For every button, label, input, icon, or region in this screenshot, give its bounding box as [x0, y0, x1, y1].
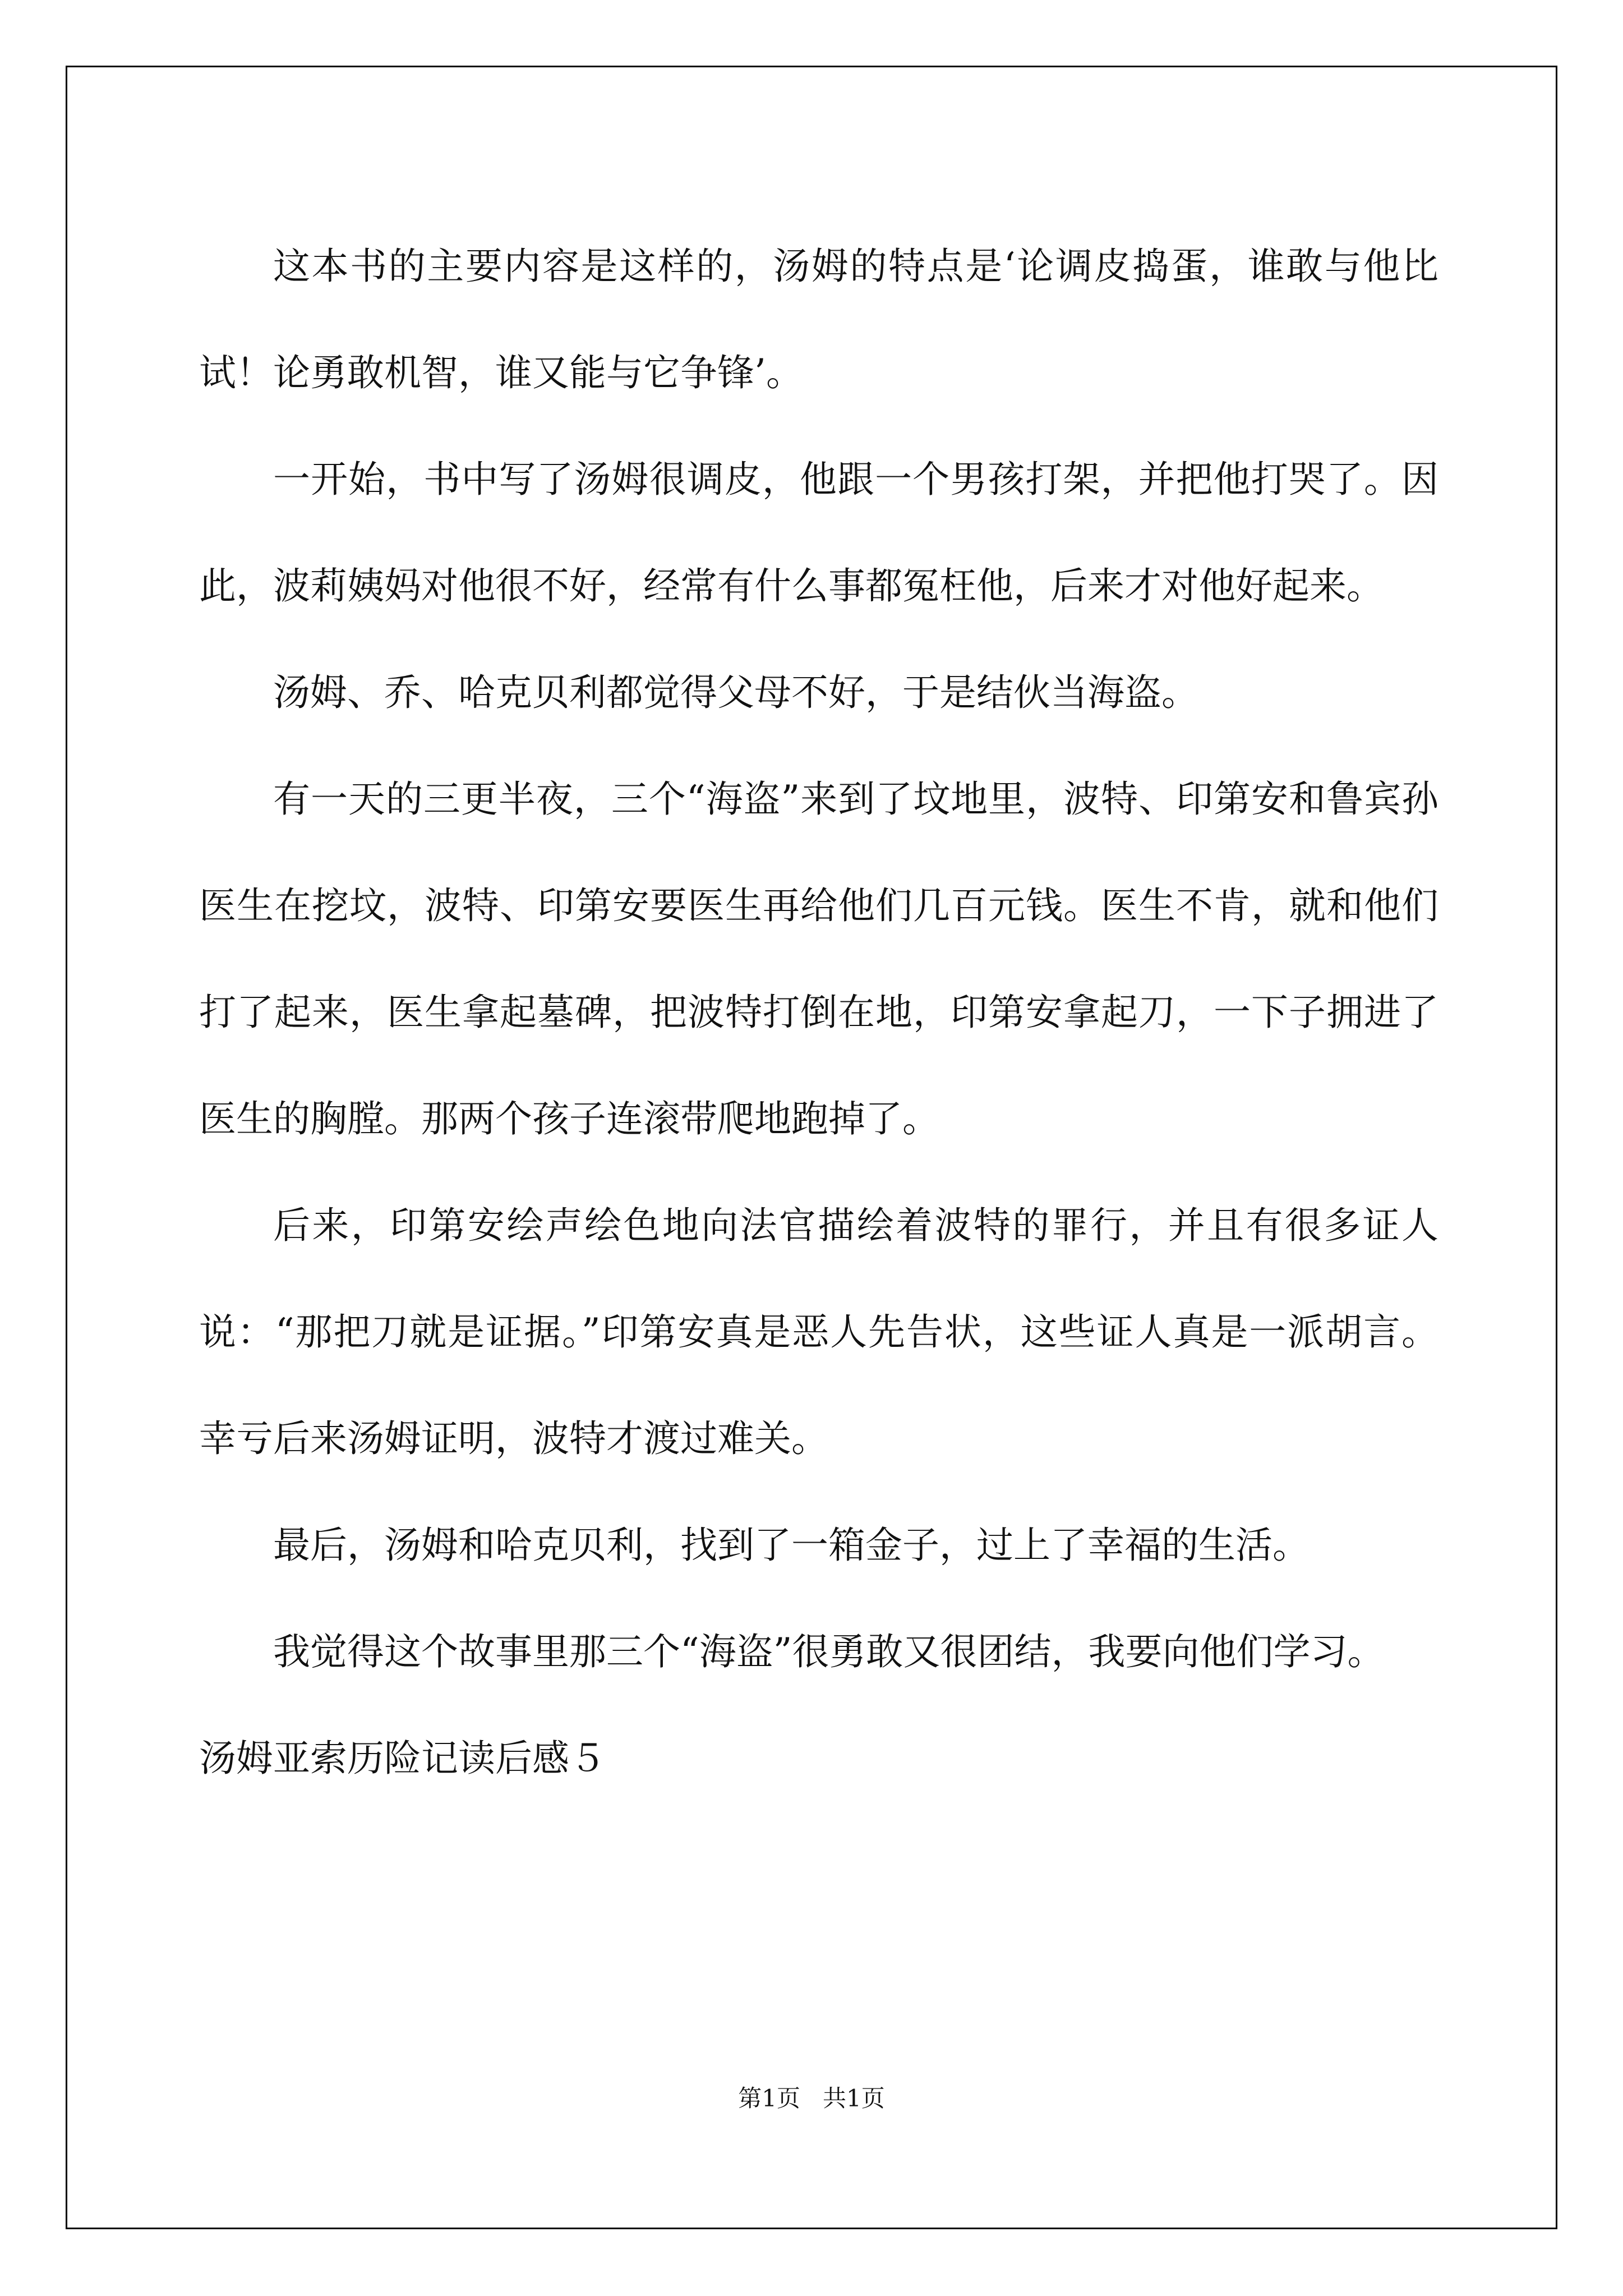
document-body [199, 213, 1438, 1812]
paragraph: 后来，印第安绘声绘色地向法官描绘着波特的罪行，并且有很多证人说：“那把刀就是证据。”印第安真是恶人先告状，这些证人真是一派胡言。幸亏后来汤姆证明，波特才渡过难关。 [199, 1204, 1438, 1460]
paragraph: 我觉得这个故事里那三个“海盗”很勇敢又很团结，我要向他们学习。 [273, 1630, 1385, 1673]
paragraph: 这本书的主要内容是这样的，汤姆的特点是‘论调皮捣蛋，谁敢与他比试！论勇敢机智，谁又能与它争锋’。 [199, 245, 1438, 394]
paragraph: 有一天的三更半夜，三个“海盗”来到了坟地里，波特、印第安和鲁宾孙医生在挖坟，波特、印第安要医生再给他们几百元钱。医生不肯，就和他们打了起来，医生拿起墓碑，把波特打倒在地，印第安拿起刀，一下子拥进了医生的胸膛。那两个孩子连滚带爬地跑掉了。 [199, 777, 1438, 1140]
paragraph: 一开始，书中写了汤姆很调皮，他跟一个男孩打架，并把他打哭了。因此，波莉姨妈对他很不好，经常有什么事都冤枉他，后来才对他好起来。 [199, 458, 1438, 608]
page-number-footer: 第1页 共1页 [738, 2085, 885, 2112]
paragraph: 最后，汤姆和哈克贝利，找到了一箱金子，过上了幸福的生活。 [273, 1524, 1310, 1567]
section-heading: 汤姆亚索历险记读后感５ [199, 1737, 606, 1780]
paragraph: 汤姆、乔、哈克贝利都觉得父母不好，于是结伙当海盗。 [273, 671, 1198, 714]
